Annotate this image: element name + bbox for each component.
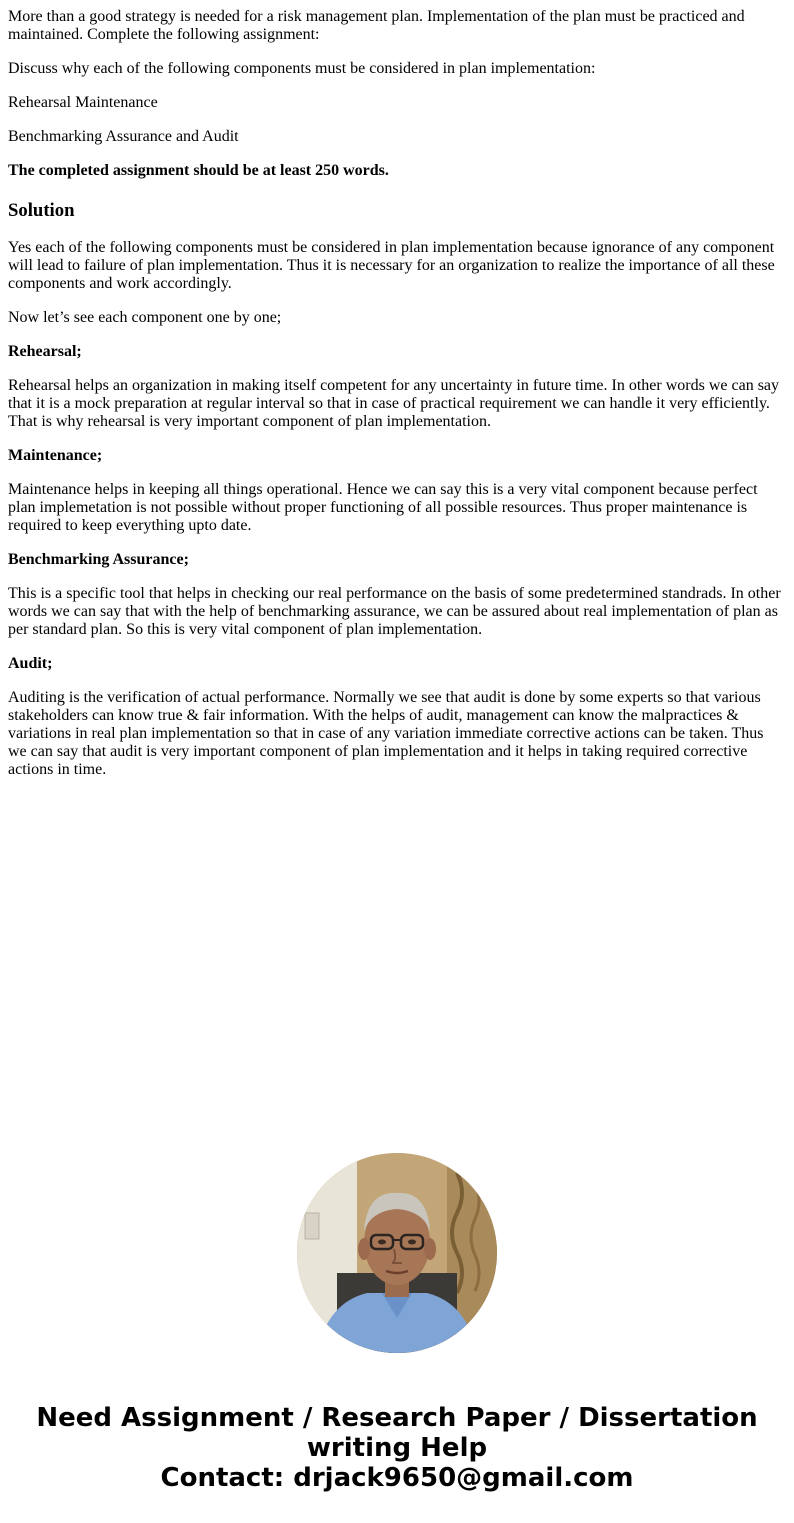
- section-body-rehearsal: Rehearsal helps an organization in making itself competent for any uncertainty in future time. In other words we can say that it is a mock preparation at regular interval so that in case of practical requirement we can handle it very efficiently. That is why rehearsal is very important component of plan implementation.: [8, 377, 780, 430]
- section-title-rehearsal: Rehearsal;: [8, 343, 82, 360]
- section-body-benchmarking: This is a specific tool that helps in checking our real performance on the basis of some predetermined standrads. In other words we can say that with the help of benchmarking assurance, we can be assured about real implementation of plan as per standard plan. So this is very vital component of plan implementation.: [8, 585, 781, 638]
- section-body-audit: Auditing is the verification of actual performance. Normally we see that audit is done by some experts so that various stakeholders can know true & fair information. With the helps of audit, management can know the malpractices & variations in real plan implementation so that in case of any variation immediate corrective actions can be taken. Thus we can say that audit is very important component of plan implementation and it helps in taking required corrective actions in time.: [8, 689, 764, 778]
- section-title-benchmarking: Benchmarking Assurance;: [8, 551, 189, 568]
- components-line-2: Benchmarking Assurance and Audit: [8, 128, 239, 145]
- section-title-audit: Audit;: [8, 655, 53, 672]
- word-requirement: The completed assignment should be at least 250 words.: [8, 162, 389, 179]
- solution-heading: Solution: [8, 200, 75, 221]
- section-title-maintenance: Maintenance;: [8, 447, 103, 464]
- promo-banner: [0, 1403, 794, 1493]
- avatar-portrait: [297, 1153, 497, 1353]
- promo-line-2: writing Help: [306, 1433, 488, 1463]
- solution-transition: Now let’s see each component one by one;: [8, 309, 282, 326]
- article-content: [8, 8, 786, 795]
- section-body-maintenance: Maintenance helps in keeping all things operational. Hence we can say this is a very vital component because perfect plan implemetation is not possible without proper functioning of all possible resources. Thus proper maintenance is required to keep everything upto date.: [8, 481, 758, 534]
- question-intro: More than a good strategy is needed for a risk management plan. Implementation of the plan must be practiced and maintained. Complete the following assignment:: [8, 8, 745, 43]
- promo-contact: Contact: drjack9650@gmail.com: [160, 1463, 634, 1493]
- avatar: [297, 1153, 497, 1353]
- question-prompt: Discuss why each of the following components must be considered in plan implementation:: [8, 60, 596, 77]
- components-line-1: Rehearsal Maintenance: [8, 94, 158, 111]
- promo-line-1: Need Assignment / Research Paper / Dissertation: [36, 1403, 758, 1433]
- solution-intro: Yes each of the following components must be considered in plan implementation because ignorance of any component will lead to failure of plan implementation. Thus it is necessary for an organization to realize the importance of all these components and work accordingly.: [8, 239, 775, 292]
